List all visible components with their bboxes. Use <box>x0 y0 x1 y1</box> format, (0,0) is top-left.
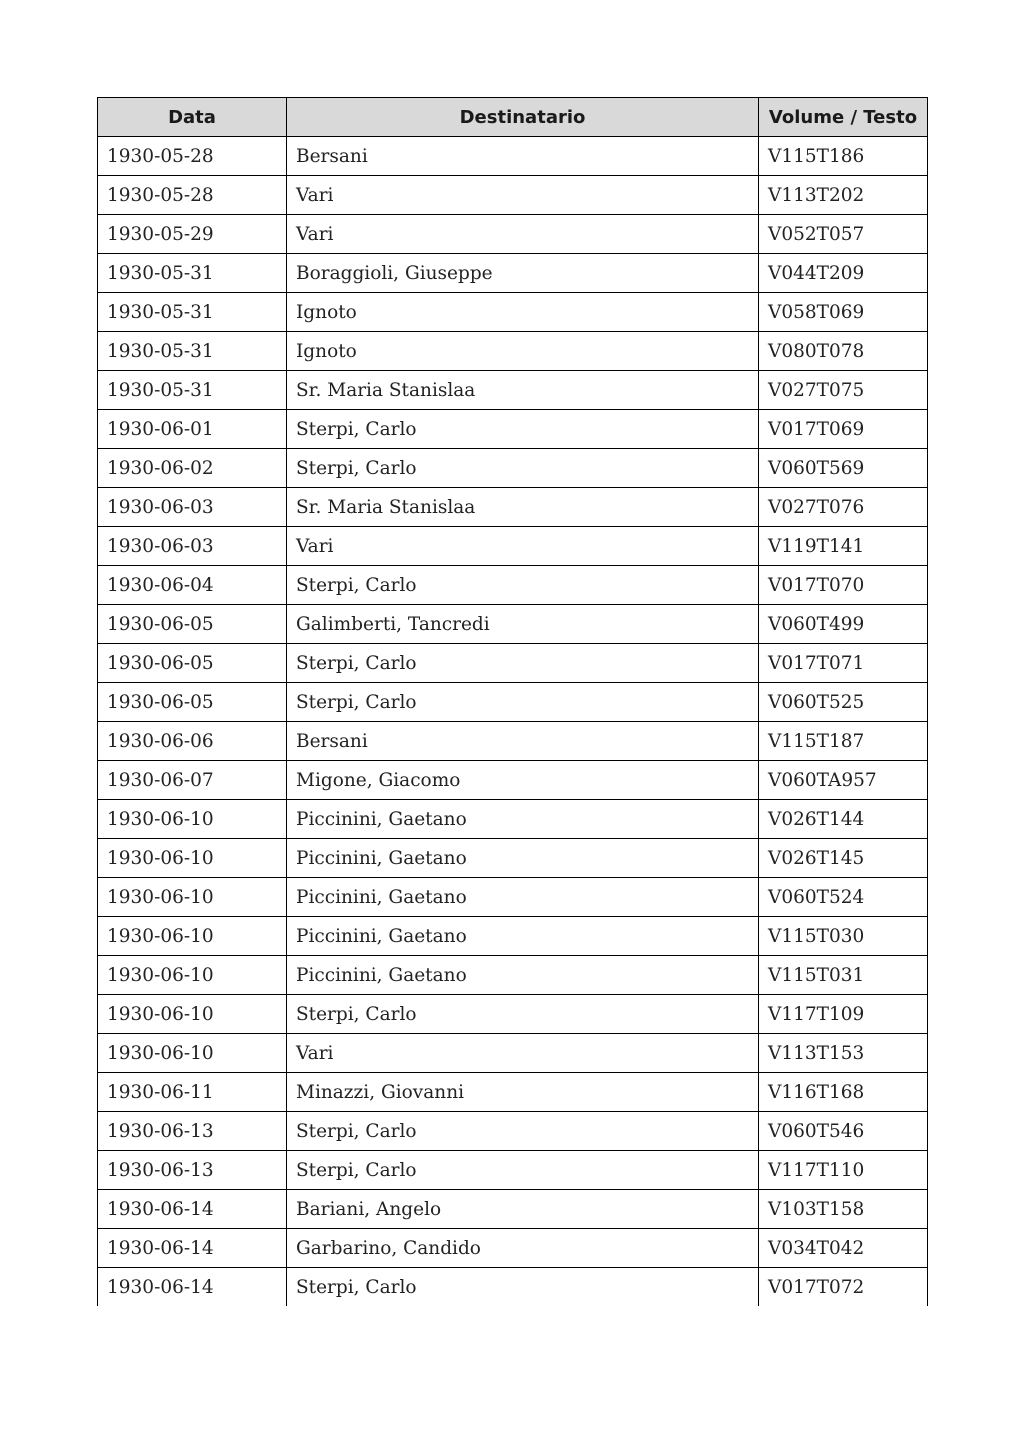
cell-volume: V115T031 <box>759 956 928 995</box>
table-row <box>98 293 928 332</box>
table-row <box>98 839 928 878</box>
cell-recipient: Sterpi, Carlo <box>287 449 759 488</box>
cell-date: 1930-06-10 <box>98 878 287 917</box>
table-row <box>98 722 928 761</box>
cell-volume: V017T071 <box>759 644 928 683</box>
cell-recipient: Sterpi, Carlo <box>287 1112 759 1151</box>
cell-volume: V115T187 <box>759 722 928 761</box>
cell-date: 1930-06-14 <box>98 1268 287 1307</box>
cell-recipient: Migone, Giacomo <box>287 761 759 800</box>
cell-volume: V044T209 <box>759 254 928 293</box>
cell-recipient: Ignoto <box>287 332 759 371</box>
table-row <box>98 215 928 254</box>
table-row <box>98 956 928 995</box>
cell-date: 1930-06-10 <box>98 917 287 956</box>
cell-date: 1930-05-31 <box>98 254 287 293</box>
table-row <box>98 917 928 956</box>
table-row <box>98 1190 928 1229</box>
table-row <box>98 995 928 1034</box>
cell-recipient: Bersani <box>287 722 759 761</box>
table-body <box>98 137 928 1307</box>
table-row <box>98 488 928 527</box>
cell-recipient: Vari <box>287 215 759 254</box>
cell-recipient: Piccinini, Gaetano <box>287 878 759 917</box>
table-row <box>98 1151 928 1190</box>
cell-recipient: Piccinini, Gaetano <box>287 956 759 995</box>
letters-table <box>97 97 928 1306</box>
cell-date: 1930-05-28 <box>98 176 287 215</box>
cell-date: 1930-06-11 <box>98 1073 287 1112</box>
table-row <box>98 410 928 449</box>
cell-recipient: Bersani <box>287 137 759 176</box>
cell-date: 1930-05-28 <box>98 137 287 176</box>
table-row <box>98 1112 928 1151</box>
table-row <box>98 683 928 722</box>
cell-date: 1930-06-05 <box>98 644 287 683</box>
cell-date: 1930-06-14 <box>98 1190 287 1229</box>
cell-recipient: Sterpi, Carlo <box>287 1151 759 1190</box>
cell-recipient: Sterpi, Carlo <box>287 683 759 722</box>
cell-date: 1930-06-10 <box>98 800 287 839</box>
cell-volume: V103T158 <box>759 1190 928 1229</box>
cell-date: 1930-05-29 <box>98 215 287 254</box>
cell-date: 1930-06-06 <box>98 722 287 761</box>
cell-recipient: Sterpi, Carlo <box>287 566 759 605</box>
cell-date: 1930-06-01 <box>98 410 287 449</box>
cell-recipient: Piccinini, Gaetano <box>287 839 759 878</box>
cell-recipient: Vari <box>287 1034 759 1073</box>
table-row <box>98 1073 928 1112</box>
cell-volume: V119T141 <box>759 527 928 566</box>
cell-volume: V060T546 <box>759 1112 928 1151</box>
table-row <box>98 1229 928 1268</box>
cell-recipient: Galimberti, Tancredi <box>287 605 759 644</box>
cell-volume: V017T069 <box>759 410 928 449</box>
cell-date: 1930-06-10 <box>98 995 287 1034</box>
cell-recipient: Sterpi, Carlo <box>287 410 759 449</box>
table-row <box>98 878 928 917</box>
table-row <box>98 371 928 410</box>
cell-recipient: Ignoto <box>287 293 759 332</box>
cell-recipient: Sterpi, Carlo <box>287 644 759 683</box>
header-volume: Volume / Testo <box>759 98 928 137</box>
cell-volume: V115T186 <box>759 137 928 176</box>
cell-date: 1930-05-31 <box>98 293 287 332</box>
cell-volume: V117T110 <box>759 1151 928 1190</box>
cell-date: 1930-06-10 <box>98 956 287 995</box>
table-row <box>98 254 928 293</box>
table-row <box>98 137 928 176</box>
cell-date: 1930-06-03 <box>98 527 287 566</box>
cell-date: 1930-06-02 <box>98 449 287 488</box>
cell-date: 1930-06-04 <box>98 566 287 605</box>
table-row <box>98 761 928 800</box>
cell-date: 1930-06-05 <box>98 683 287 722</box>
table-row <box>98 605 928 644</box>
cell-date: 1930-06-05 <box>98 605 287 644</box>
cell-volume: V027T075 <box>759 371 928 410</box>
table-row <box>98 527 928 566</box>
cell-volume: V017T072 <box>759 1268 928 1307</box>
cell-recipient: Sterpi, Carlo <box>287 1268 759 1307</box>
cell-recipient: Garbarino, Candido <box>287 1229 759 1268</box>
cell-volume: V026T145 <box>759 839 928 878</box>
cell-volume: V060T524 <box>759 878 928 917</box>
cell-recipient: Sr. Maria Stanislaa <box>287 371 759 410</box>
cell-volume: V052T057 <box>759 215 928 254</box>
cell-volume: V060T525 <box>759 683 928 722</box>
header-date: Data <box>98 98 287 137</box>
cell-recipient: Sr. Maria Stanislaa <box>287 488 759 527</box>
cell-date: 1930-06-13 <box>98 1112 287 1151</box>
header-recipient: Destinatario <box>287 98 759 137</box>
cell-recipient: Vari <box>287 176 759 215</box>
cell-recipient: Sterpi, Carlo <box>287 995 759 1034</box>
cell-date: 1930-06-14 <box>98 1229 287 1268</box>
cell-date: 1930-06-10 <box>98 1034 287 1073</box>
cell-volume: V027T076 <box>759 488 928 527</box>
table-row <box>98 332 928 371</box>
cell-volume: V058T069 <box>759 293 928 332</box>
table-row <box>98 1034 928 1073</box>
cell-date: 1930-05-31 <box>98 371 287 410</box>
table-row <box>98 449 928 488</box>
cell-volume: V026T144 <box>759 800 928 839</box>
cell-volume: V113T153 <box>759 1034 928 1073</box>
cell-recipient: Minazzi, Giovanni <box>287 1073 759 1112</box>
cell-date: 1930-06-10 <box>98 839 287 878</box>
cell-recipient: Piccinini, Gaetano <box>287 917 759 956</box>
cell-date: 1930-05-31 <box>98 332 287 371</box>
table-row <box>98 566 928 605</box>
cell-volume: V113T202 <box>759 176 928 215</box>
cell-volume: V060T569 <box>759 449 928 488</box>
cell-volume: V060T499 <box>759 605 928 644</box>
table-header-row <box>98 98 928 137</box>
cell-volume: V017T070 <box>759 566 928 605</box>
table-row <box>98 800 928 839</box>
cell-volume: V080T078 <box>759 332 928 371</box>
cell-volume: V115T030 <box>759 917 928 956</box>
table-row <box>98 1268 928 1307</box>
cell-volume: V060TA957 <box>759 761 928 800</box>
cell-recipient: Boraggioli, Giuseppe <box>287 254 759 293</box>
cell-volume: V116T168 <box>759 1073 928 1112</box>
cell-volume: V117T109 <box>759 995 928 1034</box>
table-row <box>98 644 928 683</box>
cell-recipient: Piccinini, Gaetano <box>287 800 759 839</box>
cell-volume: V034T042 <box>759 1229 928 1268</box>
cell-date: 1930-06-07 <box>98 761 287 800</box>
cell-recipient: Bariani, Angelo <box>287 1190 759 1229</box>
cell-date: 1930-06-03 <box>98 488 287 527</box>
cell-recipient: Vari <box>287 527 759 566</box>
table-row <box>98 176 928 215</box>
cell-date: 1930-06-13 <box>98 1151 287 1190</box>
